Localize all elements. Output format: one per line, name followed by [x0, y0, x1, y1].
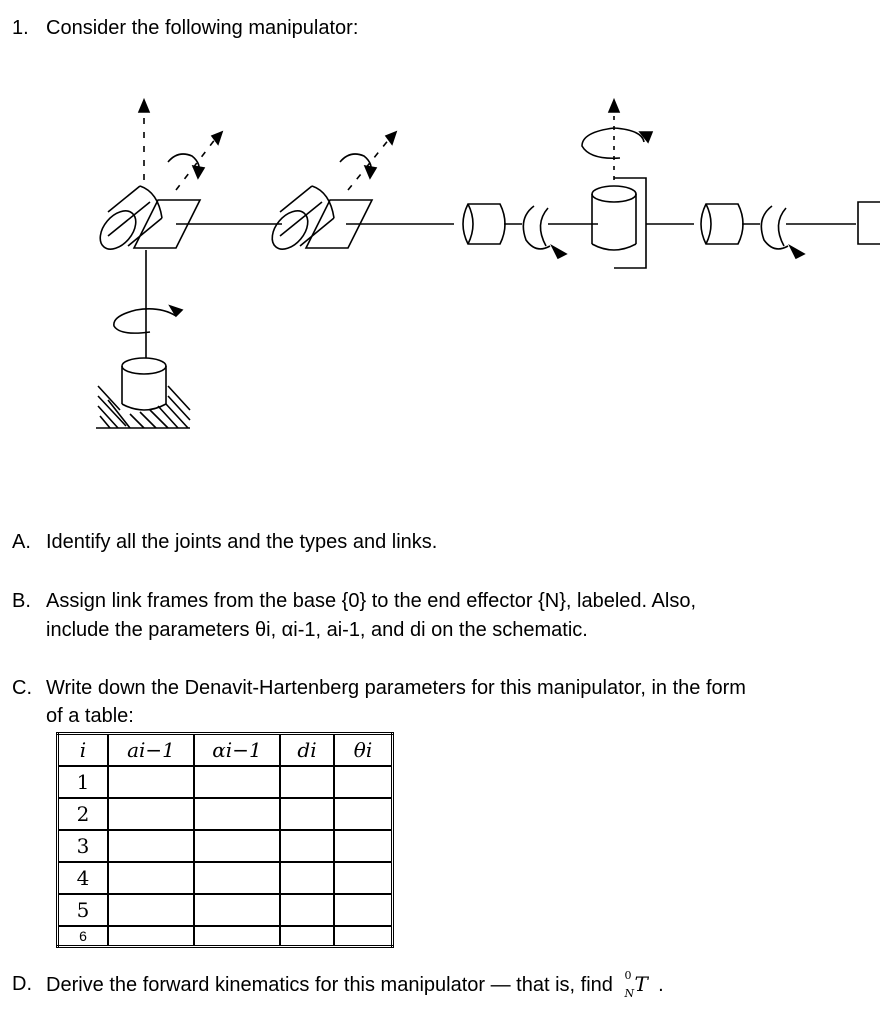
table-cell[interactable]	[280, 830, 334, 862]
header-i: i	[58, 734, 109, 767]
transform-symbol	[624, 969, 654, 1000]
ground-hatch-icon	[96, 386, 190, 428]
row-index: 6	[58, 926, 109, 947]
part-b-text-line2: include the parameters θi, αi-1, ai-1, and di on the schematic.	[46, 619, 588, 641]
table-cell[interactable]	[280, 862, 334, 894]
table-cell[interactable]	[108, 830, 194, 862]
row-index: 3	[58, 830, 109, 862]
joint5-cylinder-icon	[592, 178, 646, 268]
table-row	[58, 926, 393, 947]
table-row	[58, 766, 393, 798]
part-c-text-line2: of a table:	[46, 705, 134, 727]
table-cell[interactable]	[280, 766, 334, 798]
dh-parameter-table	[56, 732, 394, 948]
question-text: Consider the following manipulator:	[46, 17, 359, 39]
table-row	[58, 830, 393, 862]
table-cell[interactable]	[108, 926, 194, 947]
joint1-cylinder-icon	[122, 358, 166, 410]
part-a-text: Identify all the joints and the types and links.	[46, 531, 438, 553]
part-d-text	[46, 969, 664, 1000]
part-c-letter: C.	[12, 677, 32, 699]
header-alpha: αi−1	[194, 734, 280, 767]
table-row	[58, 798, 393, 830]
table-header-row	[58, 734, 393, 767]
table-cell[interactable]	[194, 926, 280, 947]
end-effector-icon	[858, 202, 880, 244]
table-cell[interactable]	[334, 766, 393, 798]
table-cell[interactable]	[108, 894, 194, 926]
table-row	[58, 894, 393, 926]
row-index: 1	[58, 766, 109, 798]
table-row	[58, 862, 393, 894]
transform-trail: .	[658, 974, 664, 996]
part-b-text-line1: Assign link frames from the base {0} to the end effector {N}, labeled. Also,	[46, 590, 697, 612]
question-number: 1.	[12, 17, 29, 39]
joint2-cylinder-icon	[93, 186, 200, 256]
row-index: 2	[58, 798, 109, 830]
table-cell[interactable]	[108, 766, 194, 798]
joint6-cylinder-icon	[701, 204, 743, 244]
transform-base: T	[634, 972, 648, 996]
table-cell[interactable]	[334, 798, 393, 830]
table-cell[interactable]	[334, 894, 393, 926]
transform-sub: N	[624, 987, 635, 1000]
table-cell[interactable]	[194, 894, 280, 926]
row-index: 4	[58, 862, 109, 894]
transform-sup: 0	[624, 969, 632, 982]
table-cell[interactable]	[194, 830, 280, 862]
joint3-cylinder-icon	[265, 186, 372, 256]
row-index: 5	[58, 894, 109, 926]
table-cell[interactable]	[280, 798, 334, 830]
part-d-text-body: Derive the forward kinematics for this manipulator — that is, find	[46, 974, 613, 996]
part-b-letter: B.	[12, 590, 31, 612]
header-a: ai−1	[108, 734, 194, 767]
table-cell[interactable]	[334, 926, 393, 947]
table-cell[interactable]	[108, 798, 194, 830]
table-cell[interactable]	[334, 830, 393, 862]
joint4-cylinder-icon	[463, 204, 505, 244]
table-cell[interactable]	[108, 862, 194, 894]
rotation-arrow-icon	[114, 309, 176, 333]
part-a-letter: A.	[12, 531, 31, 553]
table-cell[interactable]	[334, 862, 393, 894]
manipulator-diagram	[0, 70, 896, 450]
table-cell[interactable]	[194, 862, 280, 894]
table-cell[interactable]	[280, 926, 334, 947]
table-cell[interactable]	[280, 894, 334, 926]
table-cell[interactable]	[194, 766, 280, 798]
part-c-text-line1: Write down the Denavit-Hartenberg parameters for this manipulator, in the form	[46, 677, 746, 699]
header-theta: θi	[334, 734, 393, 767]
table-cell[interactable]	[194, 798, 280, 830]
header-d: di	[280, 734, 334, 767]
part-d-letter: D.	[12, 973, 32, 995]
